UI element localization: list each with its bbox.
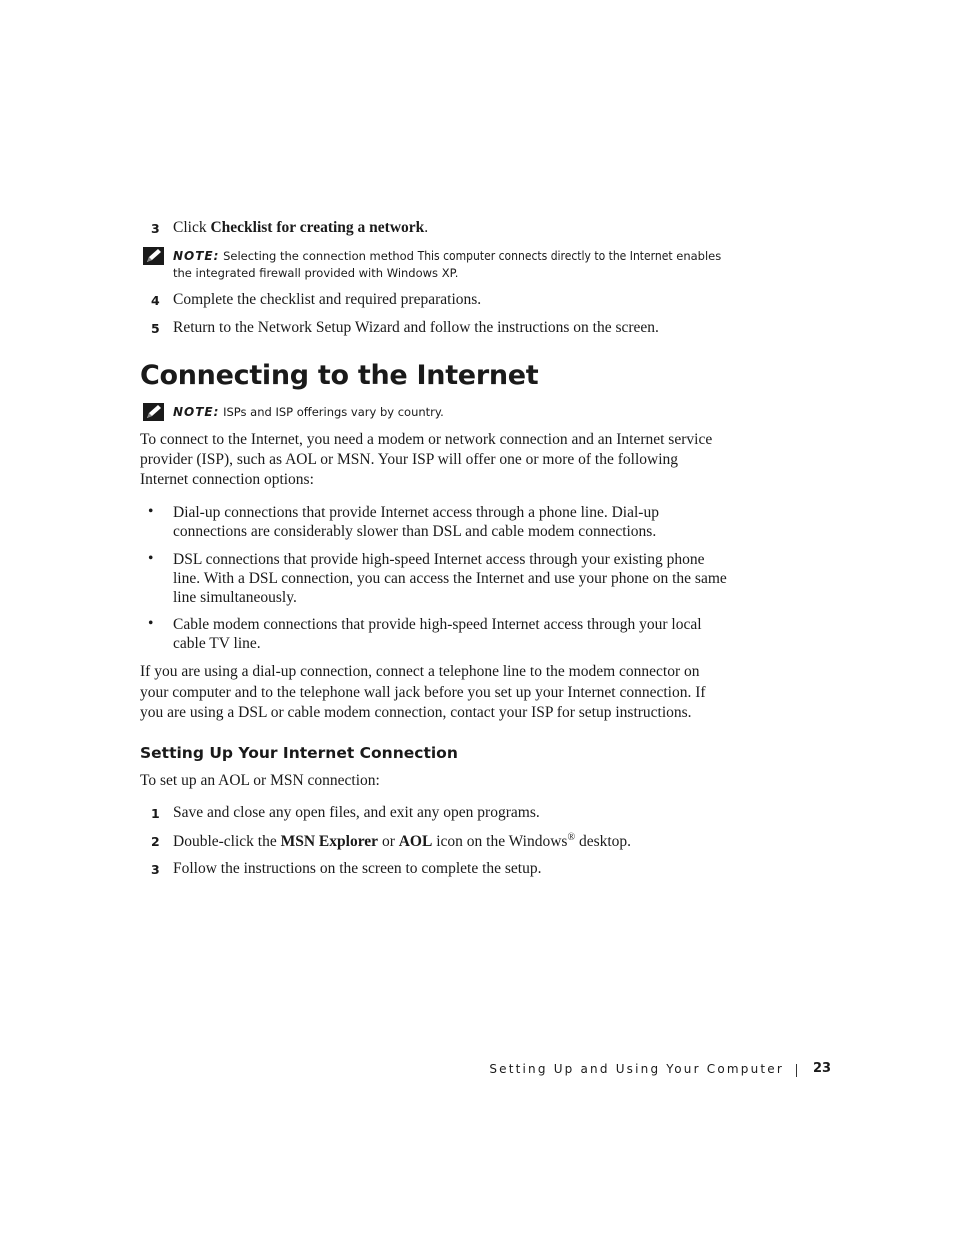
subsection-heading: Setting Up Your Internet Connection [140,744,458,762]
bullet-marker: • [148,503,154,520]
step-text-end: desktop. [575,833,632,851]
bullet-dialup: Dial-up connections that provide Internet access through a phone line. Dial-up connections are considerably slower than DSL and cable modem connections. [173,504,659,540]
step-number: 3 [151,221,160,236]
step-text: Save and close any open files, and exit any open programs. [173,804,540,821]
registered-mark: ® [567,832,576,843]
note-label: NOTE: [173,249,220,263]
note-label: NOTE: [173,405,220,419]
step-text: Return to the Network Setup Wizard and follow the instructions on the screen. [173,319,659,336]
note-text-post: enables the integrated firewall provided with Windows XP. [173,249,722,280]
step-number: 4 [151,293,160,308]
note-text: ISPs and ISP offerings vary by country. [223,405,444,419]
lead-text: To set up an AOL or MSN connection: [140,772,380,789]
dialup-instructions-paragraph: If you are using a dial-up connection, connect a telephone line to the modem connector on your computer and to the telephone wall jack before you set up your Internet connection. If you are using a DSL or cable modem connection, contact your ISP for setup instructions. [140,663,706,721]
step-text [173,832,631,851]
step-text: Follow the instructions on the screen to complete the setup. [173,860,542,877]
step-text-pre: Click [173,219,211,236]
bullet-cable: Cable modem connections that provide high-speed Internet access through your local cable TV line. [173,616,702,652]
step-text-pre: Double-click the [173,833,281,851]
bullet-marker: • [148,615,154,632]
footer-section-title: Setting Up and Using Your Computer [489,1062,784,1076]
step-text-mid: or [378,833,399,851]
note-text-pre: Selecting the connection method [223,249,418,263]
note-selecting-connection [173,248,733,282]
note-isp-offerings [173,404,733,421]
step-number: 5 [151,321,160,336]
msn-explorer-text: MSN Explorer [280,833,379,851]
bullet-marker: • [148,550,154,567]
step-text: Complete the checklist and required preparations. [173,291,482,308]
section-heading: Connecting to the Internet [140,360,539,391]
note-emphasis: This computer connects directly to the Internet [417,249,673,263]
step-text-post: icon on the Windows [432,833,568,851]
step-number: 1 [151,806,160,821]
footer-separator [796,1064,797,1077]
step-text-post: . [424,219,429,236]
step-text [173,219,428,237]
intro-paragraph: To connect to the Internet, you need a modem or network connection and an Internet service provider (ISP), such as AOL or MSN. Your ISP will offer one or more of the following Internet connection options: [140,431,713,488]
step-number: 3 [151,862,160,877]
page-number: 23 [813,1061,832,1076]
step-number: 2 [151,834,160,849]
checklist-link-text: Checklist for creating a network [210,219,425,236]
bullet-dsl: DSL connections that provide high-speed Internet access through your existing phone line. With a DSL connection, you can access the Internet and use your phone on the same line simultaneously. [173,551,727,606]
note-pencil-icon [143,247,164,265]
note-pencil-icon [143,403,164,421]
aol-text: AOL [398,833,433,851]
